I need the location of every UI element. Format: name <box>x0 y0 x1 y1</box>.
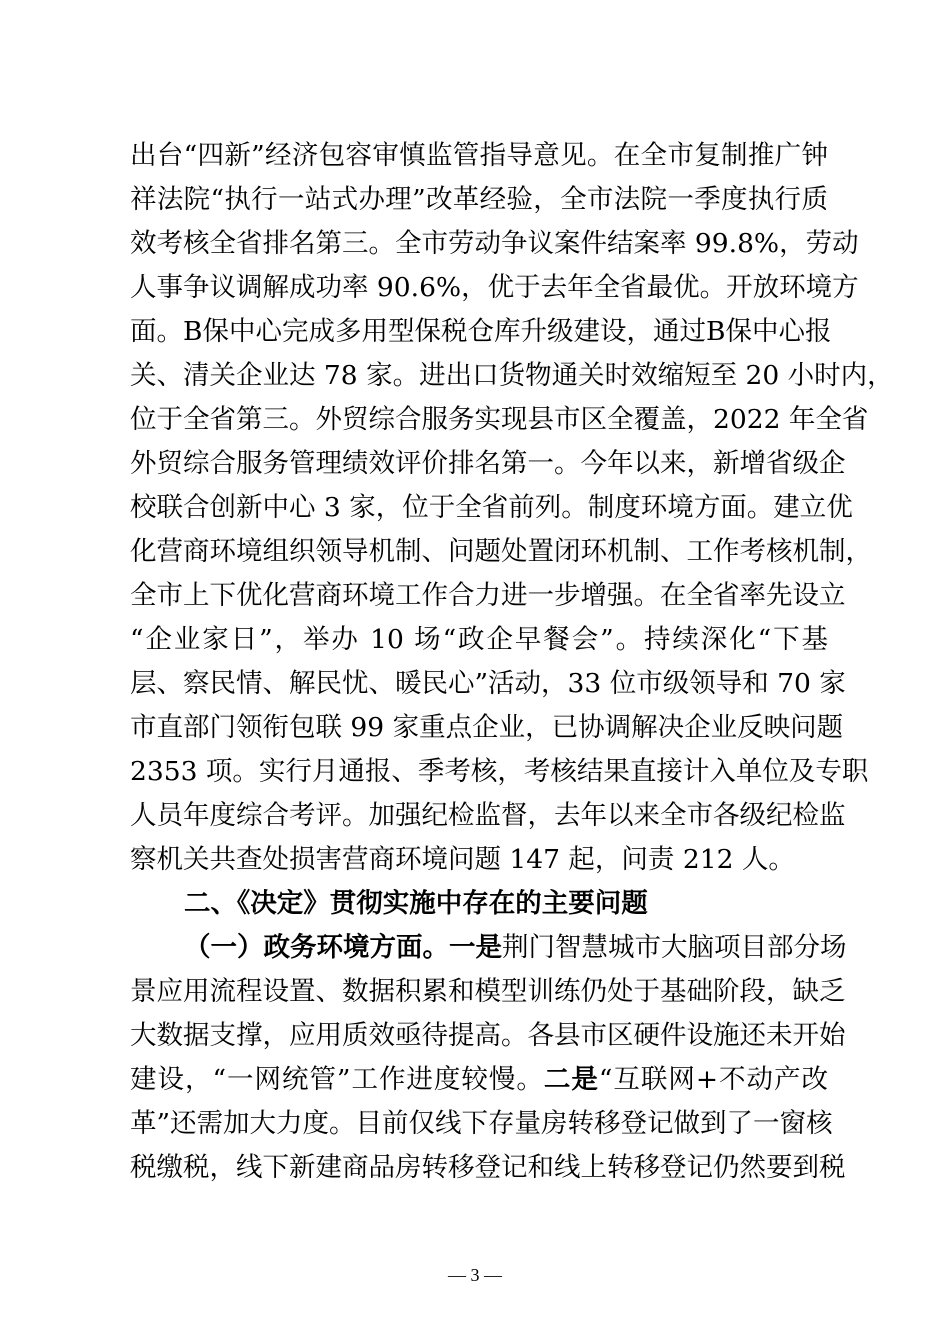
body-text-line: 外贸综合服务管理绩效评价排名第一。今年以来，新增省级企 <box>130 448 846 479</box>
body-text-line: 位于全省第三。外贸综合服务实现县市区全覆盖，2022 年全省 <box>130 404 869 435</box>
body-text-span: “互联网+不动产改 <box>598 1064 828 1095</box>
body-text-line: 大数据支撑，应用质效亟待提高。各县市区硬件设施还未开始 <box>130 1020 846 1051</box>
body-text-line <box>130 1060 828 1100</box>
body-text-line: 效考核全省排名第三。全市劳动争议案件结案率 99.8%，劳动 <box>130 228 859 259</box>
body-text-span: 荆门智慧城市大脑项目部分场 <box>502 932 847 963</box>
body-text-line <box>184 928 847 968</box>
body-text-line: 化营商环境组织领导机制、问题处置闭环机制、工作考核机制， <box>130 536 872 567</box>
body-text-line: 税缴税，线下新建商品房转移登记和线上转移登记仍然要到税 <box>130 1152 846 1183</box>
point-label: 二是 <box>543 1064 599 1095</box>
body-text-line: 全市上下优化营商环境工作合力进一步增强。在全省率先设立 <box>130 580 846 611</box>
body-text-line: 察机关共查处损害营商环境问题 147 起，问责 212 人。 <box>130 844 795 875</box>
body-text-line: 景应用流程设置、数据积累和模型训练仍处于基础阶段，缺乏 <box>130 976 846 1007</box>
section-heading: 二、《决定》贯彻实施中存在的主要问题 <box>184 888 648 919</box>
body-text-line: 校联合创新中心 3 家，位于全省前列。制度环境方面。建立优 <box>130 492 853 523</box>
body-text-line: “企业家日”，举办 10 场“政企早餐会”。持续深化“下基 <box>130 624 828 655</box>
body-text-line: 祥法院“执行一站式办理”改革经验，全市法院一季度执行质 <box>130 184 828 215</box>
body-text-line: 面。B保中心完成多用型保税仓库升级建设，通过B保中心报 <box>130 316 832 347</box>
body-text-line: 革”还需加大力度。目前仅线下存量房转移登记做到了一窗核 <box>130 1108 833 1139</box>
body-text-line: 人员年度综合考评。加强纪检监督，去年以来全市各级纪检监 <box>130 800 846 831</box>
subsection-label: （一）政务环境方面。一是 <box>184 932 502 963</box>
page-number: — 3 — <box>448 1265 502 1285</box>
body-text-line: 层、察民情、解民忧、暖民心”活动，33 位市级领导和 70 家 <box>130 668 846 699</box>
body-text-line: 关、清关企业达 78 家。进出口货物通关时效缩短至 20 小时内， <box>130 360 894 391</box>
body-text-line: 人事争议调解成功率 90.6%，优于去年全省最优。开放环境方 <box>130 272 859 303</box>
body-text-line: 市直部门领衔包联 99 家重点企业，已协调解决企业反映问题 <box>130 712 844 743</box>
body-text-span: 建设，“一网统管”工作进度较慢。 <box>130 1064 544 1095</box>
body-text-line: 2353 项。实行月通报、季考核，考核结果直接计入单位及专职 <box>130 756 869 787</box>
body-text-line: 出台“四新”经济包容审慎监管指导意见。在全市复制推广钟 <box>130 140 828 171</box>
